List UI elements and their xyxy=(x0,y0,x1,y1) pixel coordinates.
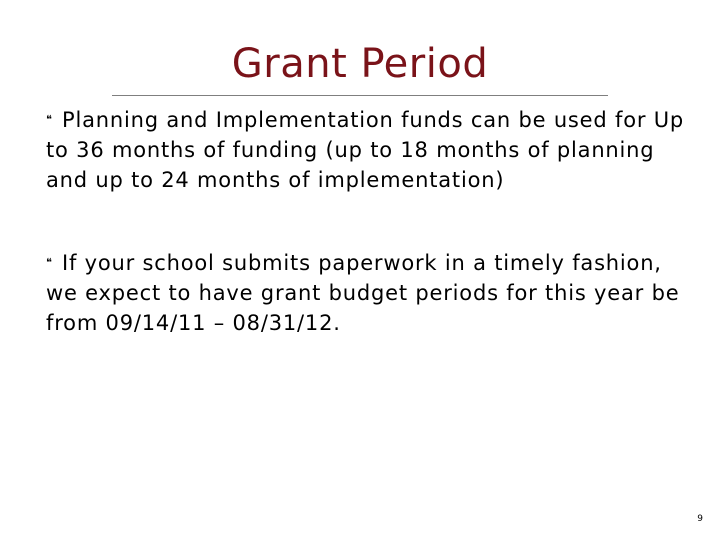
title-divider xyxy=(112,95,608,96)
slide-title: Grant Period xyxy=(231,41,489,87)
bullet-item xyxy=(46,105,686,195)
bullet-icon: ❝ xyxy=(46,256,53,269)
bullet-text: Planning and Implementation funds can be used for Up to 36 months of funding (up to 18 months of planning and up to 24 months of implementation) xyxy=(46,108,685,192)
bullet-text: If your school submits paperwork in a timely fashion, we expect to have grant budget periods for this year be from 09/14/11 – 08/31/12. xyxy=(46,251,680,335)
bullet-item xyxy=(46,248,686,338)
bullet-icon: ❝ xyxy=(46,113,53,126)
slide-number: 9 xyxy=(697,514,703,524)
